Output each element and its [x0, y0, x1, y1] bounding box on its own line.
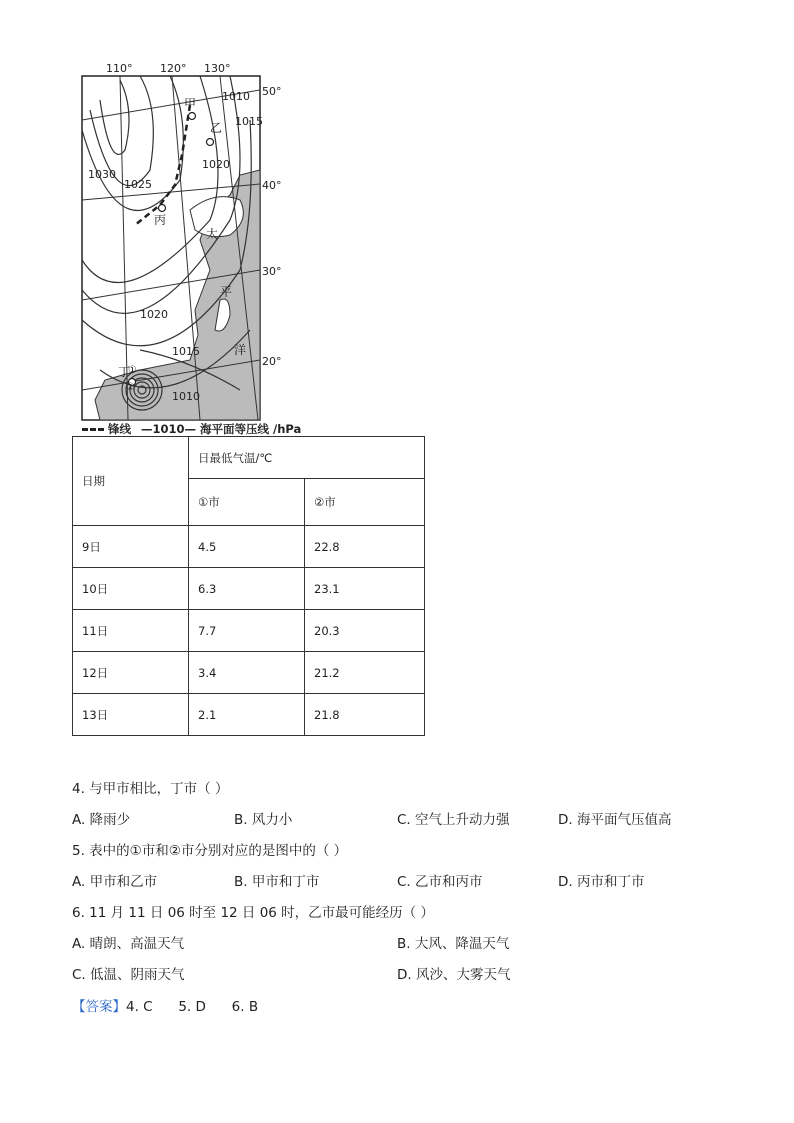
cell-temp2: 21.8 — [305, 694, 425, 736]
q5-option-a[interactable]: A. 甲市和乙市 — [72, 874, 158, 890]
question-4: 4. 与甲市相比，丁市（ ） — [72, 781, 229, 797]
city-mark: ① — [128, 365, 137, 376]
ocean-label: 太 — [206, 227, 219, 241]
q4-option-d[interactable]: D. 海平面气压值高 — [558, 812, 672, 828]
ocean-label: 洋 — [234, 343, 247, 357]
map-legend — [82, 421, 301, 437]
isobar-label: 1020 — [202, 158, 230, 171]
lat-label: 30° — [262, 265, 282, 278]
temperature-table — [72, 436, 425, 736]
legend-isobar: —1010— 海平面等压线 /hPa — [141, 422, 302, 436]
cell-temp1: 7.7 — [189, 610, 305, 652]
front-line-symbol — [82, 428, 104, 431]
q6-option-d[interactable]: D. 风沙、大雾天气 — [397, 967, 511, 983]
cell-temp2: 22.8 — [305, 526, 425, 568]
cell-temp1: 2.1 — [189, 694, 305, 736]
lat-label: 40° — [262, 179, 282, 192]
cell-temp1: 4.5 — [189, 526, 305, 568]
q6-option-c[interactable]: C. 低温、阴雨天气 — [72, 967, 185, 983]
point-label: 丁 — [118, 365, 131, 379]
point-label: 乙 — [210, 121, 223, 135]
q6-option-a[interactable]: A. 晴朗、高温天气 — [72, 936, 185, 952]
q5-option-c[interactable]: C. 乙市和丙市 — [397, 874, 483, 890]
cell-temp2: 20.3 — [305, 610, 425, 652]
cell-temp1: 6.3 — [189, 568, 305, 610]
isobar-label: 1030 — [88, 168, 116, 181]
weather-map — [80, 60, 425, 435]
city-mark: ② — [126, 382, 135, 393]
table-row — [73, 568, 425, 610]
header-col2: ②市 — [305, 479, 425, 526]
q4-option-b[interactable]: B. 风力小 — [234, 812, 293, 828]
ocean-label: 平 — [220, 285, 233, 299]
header-col1: ①市 — [189, 479, 305, 526]
table-row — [73, 526, 425, 568]
point-label: 丙 — [154, 213, 167, 227]
cell-date: 13日 — [73, 694, 189, 736]
q6-option-b[interactable]: B. 大风、降温天气 — [397, 936, 510, 952]
isobar-label: 1025 — [124, 178, 152, 191]
q4-option-c[interactable]: C. 空气上升动力强 — [397, 812, 510, 828]
answer-text: 4. C 5. D 6. B — [126, 999, 259, 1015]
isobar-label: 1015 — [172, 345, 200, 358]
point-label: 甲 — [184, 97, 197, 111]
cell-temp2: 23.1 — [305, 568, 425, 610]
question-5: 5. 表中的①市和②市分别对应的是图中的（ ） — [72, 843, 348, 859]
lon-label: 120° — [160, 62, 187, 75]
lat-label: 20° — [262, 355, 282, 368]
answer-line — [72, 995, 258, 1015]
q5-option-d[interactable]: D. 丙市和丁市 — [558, 874, 645, 890]
table-row — [73, 610, 425, 652]
legend-front: 锋线 — [108, 422, 131, 436]
lat-label: 50° — [262, 85, 282, 98]
isobar-label: 1015 — [235, 115, 263, 128]
isobar-label: 1020 — [140, 308, 168, 321]
table-row — [73, 652, 425, 694]
cell-date: 11日 — [73, 610, 189, 652]
table-row — [73, 694, 425, 736]
cell-date: 9日 — [73, 526, 189, 568]
cell-date: 10日 — [73, 568, 189, 610]
answer-label: 【答案】 — [72, 999, 126, 1015]
cell-date: 12日 — [73, 652, 189, 694]
header-date: 日期 — [73, 437, 189, 526]
question-6: 6. 11 月 11 日 06 时至 12 日 06 时，乙市最可能经历（ ） — [72, 905, 434, 921]
isobar-label: 1010 — [222, 90, 250, 103]
q5-option-b[interactable]: B. 甲市和丁市 — [234, 874, 320, 890]
cell-temp2: 21.2 — [305, 652, 425, 694]
header-temp: 日最低气温/℃ — [189, 437, 425, 479]
cell-temp1: 3.4 — [189, 652, 305, 694]
lon-label: 110° — [106, 62, 133, 75]
q4-option-a[interactable]: A. 降雨少 — [72, 812, 131, 828]
lon-label: 130° — [204, 62, 231, 75]
isobar-label: 1010 — [172, 390, 200, 403]
